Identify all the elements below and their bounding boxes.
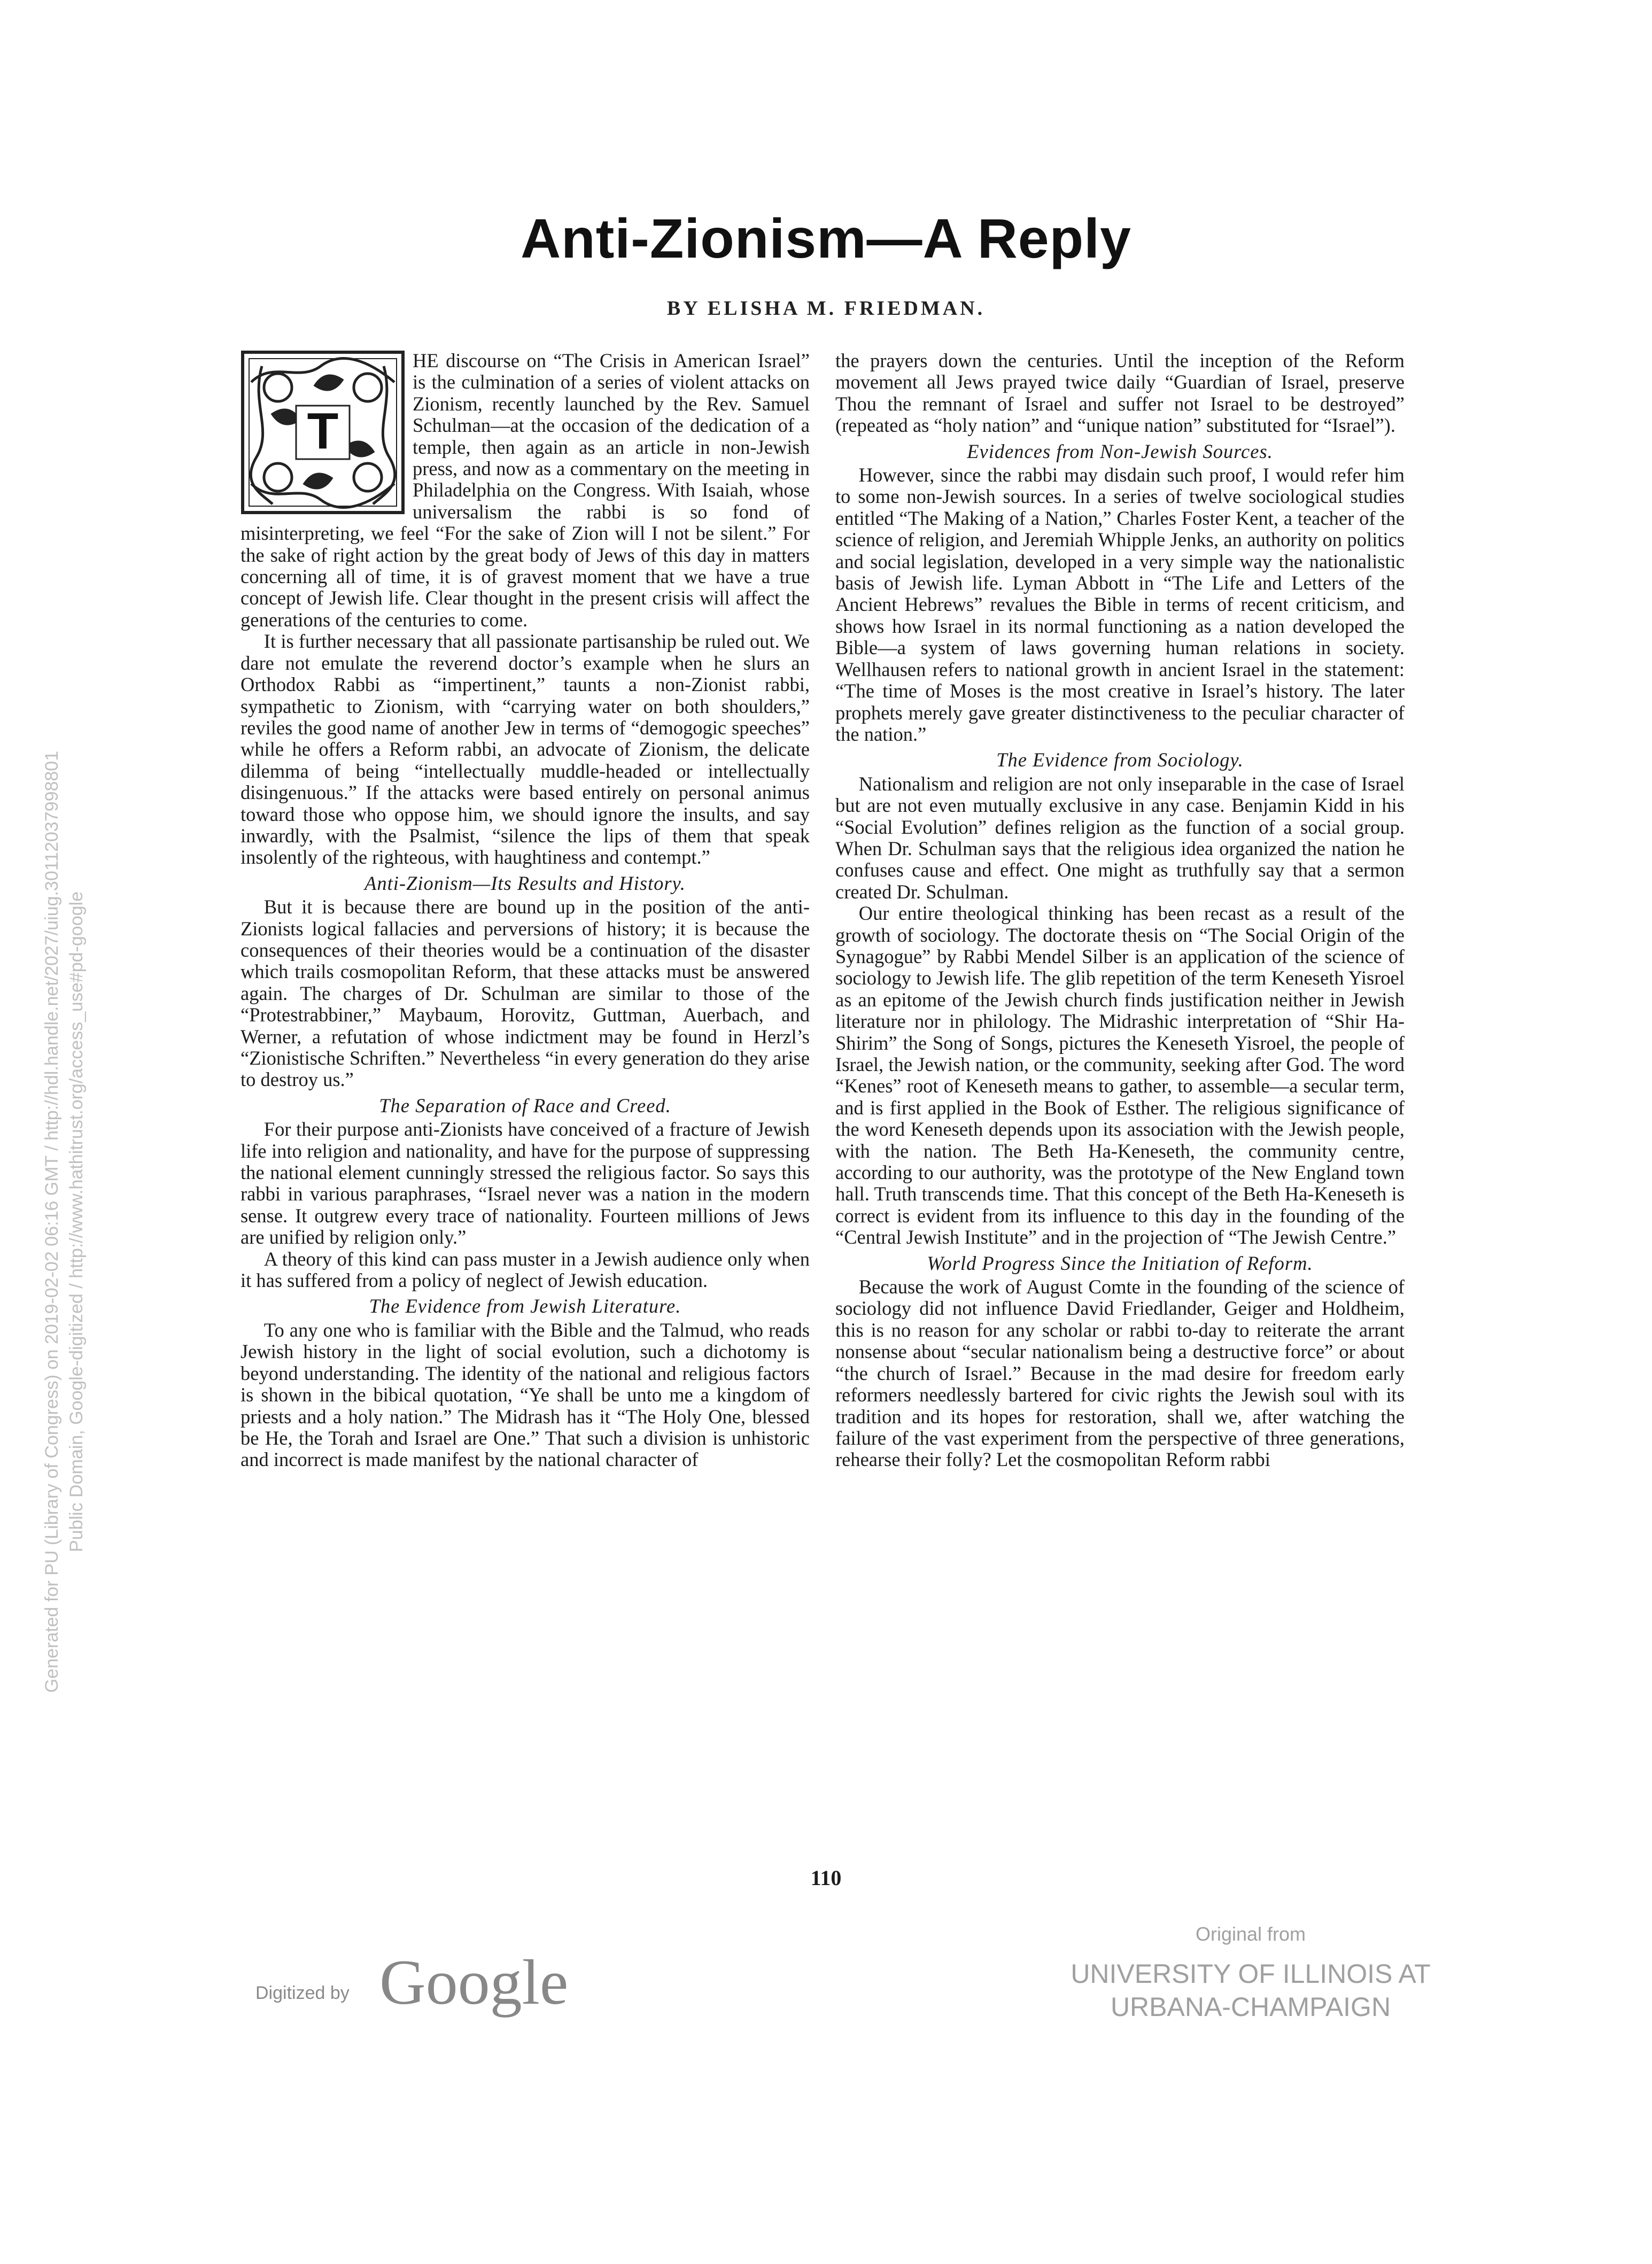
drop-cap-letter: T	[307, 402, 339, 460]
hathitrust-watermark	[40, 180, 89, 2264]
paragraph: Nationalism and religion are not only inseparable in the case of Israel but are not even mutually exclusive in any case. Benjamin Kidd in his “Social Evolution” defines religion as the function of a social group. When Dr. Schulman says that the religious idea organized the nation he confuses cause and effect. One might as truthfully say that a sermon created Dr. Schulman.	[835, 772, 1405, 903]
paragraph: It is further necessary that all passionate partisanship be ruled out. We dare not emulate the reverend doctor’s example when he slurs an Orthodox Rabbi as “impertinent,” taunts a non-Zionist rabbi, sympathetic to Zionism, with “carrying water on both shoulders,” reviles the good name of another Jew in terms of “demogogic speeches” while he offers a Reform rabbi, an advocate of Zionism, the delicate dilemma of being “intellectually muddle-headed or intellectually disingenuous.” If the attacks were based entirely on personal animus toward those who oppose him, we should ignore the insults, and say inwardly, with the Psalmist, “silence the lips of them that speak insolently of the righteous, with haughtiness and contempt.”	[241, 630, 810, 869]
section-heading: Evidences from Non-Jewish Sources.	[967, 440, 1273, 462]
ornamental-drop-cap	[241, 350, 405, 515]
paragraph: Our entire theological thinking has been recast as a result of the growth of sociology. The doctorate thesis on “The Social Origin of the Synagogue” by Rabbi Mendel Silber is an application of the science of sociology to Jewish life. The glib repetition of the term Keneseth Yisroel as an epitome of the Jewish church finds justification neither in Jewish literature nor in philology. The Midrashic interpretation of “Shir Ha-Shirim” the Song of Songs, pictures the Keneseth Yisroel, the people of Israel, the Jewish nation, or the community, seeking after God. The word “Kenes” root of Keneseth means to gather, to assemble—a secular term, and is first applied in the Book of Esther. The religious significance of the word Keneseth depends upon its association with the Jewish people, with the nation. The Beth Ha-Keneseth, the community centre, according to our authority, was the prototype of the New England town hall. Truth transcends time. That this concept of the Beth Ha-Keneseth is correct is evident from its influence to this day in the founding of the “Central Jewish Institute” and in the projection of “The Jewish Centre.”	[835, 902, 1405, 1249]
watermark-line-1: Generated for PU (Library of Congress) on 2019-02-02 06:16 GMT / http://hdl.handle.net/2027/uiug.30112037998801	[42, 750, 62, 1693]
paragraph: To any one who is familiar with the Bible and the Talmud, who reads Jewish history in the light of social evolution, such a dichotomy is beyond understanding. The identity of the national and religious factors is shown in the bibical quotation, “Ye shall be unto me a kingdom of priests and a holy nation.” The Midrash has it “The Holy One, blessed be He, the Torah and Israel are One.” That such a division is unhistoric and incorrect is made manifest by the national character of	[241, 1319, 810, 1471]
section-heading: The Evidence from Jewish Literature.	[369, 1295, 681, 1317]
article-title: Anti-Zionism—A Reply	[521, 208, 1131, 270]
paragraph: However, since the rabbi may disdain such proof, I would refer him to some non-Jewish sources. In a series of twelve sociological studies entitled “The Making of a Nation,” Charles Foster Kent, a teacher of the science of religion, and Jeremiah Whipple Jenks, an authority on politics and social legislation, developed in a very simple way the nationalistic basis of Jewish life. Lyman Abbott in “The Life and Letters of the Ancient Hebrews” revalues the Bible in terms of recent criticism, and shows how Israel in its normal functioning as a nation developed the Bible—a system of laws governing human relations in society. Wellhausen refers to national growth in ancient Israel in the statement: “The time of Moses is the most creative in Israel’s history. The later prophets merely gave greater distinctiveness to the peculiar character of the nation.”	[835, 464, 1405, 745]
paragraph: But it is because there are bound up in the position of the anti-Zionists logical fallacies and perversions of history; it is because the consequences of their theories would be a continuation of the disaster which trails cosmopolitan Reform, that these attacks must be answered again. The charges of Dr. Schulman are similar to those of the “Protestrabbiner,” Maybaum, Horovitz, Guttman, Auerbach, and Werner, a refutation of whose indictment may be found in Herzl’s “Zionistische Schriften.” Nevertheless “in every generation do they arise to destroy us.”	[241, 896, 810, 1091]
original-from-label: Original from	[1195, 1923, 1306, 1945]
google-logo-text: Google	[379, 1947, 569, 2018]
section-heading: The Separation of Race and Creed.	[379, 1094, 671, 1117]
paragraph: Because the work of August Comte in the founding of the science of sociology did not influence David Friedlander, Geiger and Holdheim, this is no reason for any scholar or rabbi to-day to reiterate the arrant nonsense about “secular nationalism being a destructive force” or about “the church of Israel.” Because in the mad desire for freedom early reformers needlessly bartered for civic rights the Jewish soul with its tradition and its hopes for restoration, shall we, after watching the failure of the vast experiment from the perspective of three generations, rehearse their folly? Let the cosmopolitan Reform rabbi	[835, 1276, 1405, 1471]
digitized-by-google-logo	[255, 1945, 576, 2020]
section-heading: World Progress Since the Initiation of Reform.	[927, 1252, 1313, 1274]
paragraph: the prayers down the centuries. Until the inception of the Reform movement all Jews prayed twice daily “Guardian of Israel, preserve Thou the remnant of Israel and suffer not Israel to be destroyed” (repeated as “holy nation” and “unique nation” substituted for “Israel”).	[835, 350, 1405, 437]
digitized-by-label: Digitized by	[255, 1983, 350, 2003]
university-line-2: URBANA-CHAMPAIGN	[1110, 1992, 1391, 2022]
section-heading: Anti-Zionism—Its Results and History.	[364, 872, 686, 894]
article-byline: BY ELISHA M. FRIEDMAN.	[666, 297, 986, 320]
paragraph: For their purpose anti-Zionists have conceived of a fracture of Jewish life into religion and nationality, and have for the purpose of suppressing the national element cunningly stressed the religious factor. So says this rabbi in various paraphrases, “Israel never was a nation in the modern sense. It outgrew every trace of nationality. Fourteen millions of Jews are unified by religion only.”	[241, 1118, 810, 1249]
column-left	[241, 350, 810, 1825]
paragraph: HE discourse on “The Crisis in American Israel” is the culmination of a series of violent attacks on Zionism, recently launched by the Rev. Samuel Schulman—at the occasion of the dedication of a temple, then again as an article in non-Jewish press, and now as a commentary on the meeting in Philadelphia on the Congress. With Isaiah, whose universalism the rabbi is so fond of misinterpreting, we feel “For the sake of Zion will I not be silent.” For the sake of right action by the great body of Jews of this day in matters concerning all of time, it is of gravest moment that we have a true concept of Jewish life. Clear thought in the present crisis will affect the generations of the centuries to come.	[241, 350, 810, 631]
page-number: 110	[810, 1866, 842, 1890]
university-line-1: UNIVERSITY OF ILLINOIS AT	[1071, 1959, 1431, 1989]
column-right	[835, 350, 1405, 1825]
watermark-line-2: Public Domain, Google-digitized / http://www.hathitrust.org/access_use#pd-google	[66, 891, 87, 1553]
section-heading: The Evidence from Sociology.	[996, 749, 1244, 771]
original-from-credit	[1015, 1923, 1486, 2023]
paragraph: A theory of this kind can pass muster in a Jewish audience only when it has suffered from a policy of neglect of Jewish education.	[241, 1247, 810, 1292]
